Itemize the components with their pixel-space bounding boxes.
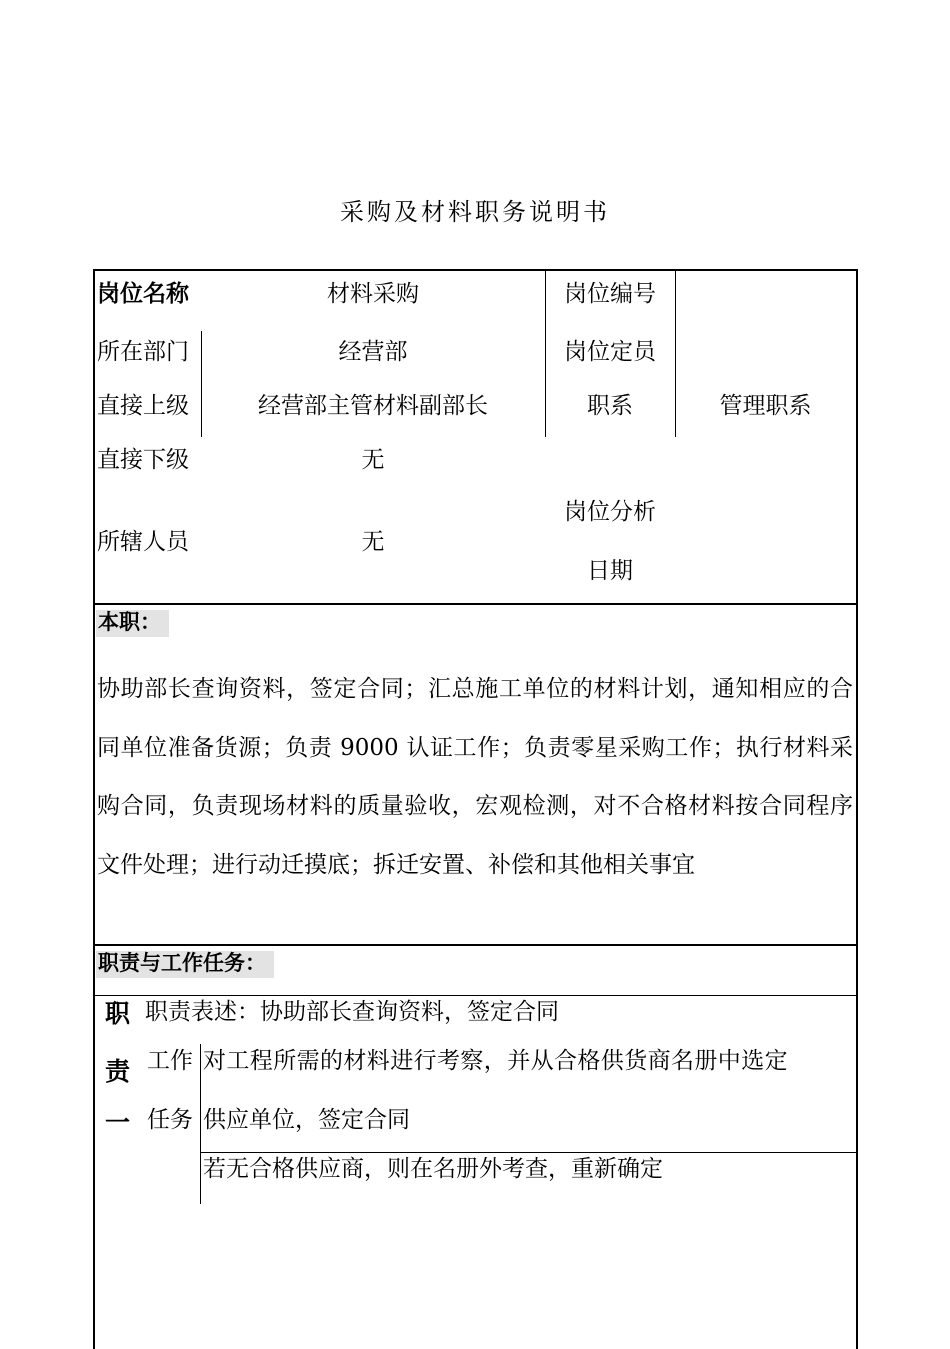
task-1-line-1: 对工程所需的材料进行考察，并从合格供货商名册中选定 — [203, 1048, 788, 1074]
analysis-date-label-2: 日期 — [587, 558, 633, 584]
department-value: 经营部 — [338, 339, 408, 365]
divider — [200, 1152, 857, 1153]
headcount-label: 岗位定员 — [564, 339, 656, 365]
duty-label-char-1: 职 — [105, 999, 131, 1028]
job-family-label: 职系 — [587, 393, 633, 419]
department-label: 所在部门 — [97, 339, 189, 365]
core-duty-heading: 本职： — [96, 610, 169, 637]
duty-label-char-2: 责 — [105, 1057, 131, 1086]
subordinate-value: 无 — [361, 447, 385, 473]
superior-value: 经营部主管材料副部长 — [258, 393, 488, 419]
page-title: 采购及材料职务说明书 — [340, 198, 610, 226]
divider — [93, 944, 858, 946]
duties-heading: 职责与工作任务： — [96, 951, 274, 978]
task-1-line-2: 供应单位，签定合同 — [203, 1107, 410, 1133]
divider — [93, 603, 858, 605]
job-family-value: 管理职系 — [719, 393, 812, 419]
divider — [200, 1044, 201, 1204]
position-name-value: 材料采购 — [327, 281, 419, 307]
position-name-label: 岗位名称 — [97, 281, 189, 307]
position-code-label: 岗位编号 — [564, 281, 656, 307]
staff-value: 无 — [361, 529, 385, 555]
task-label-2: 任务 — [147, 1107, 193, 1133]
subordinate-label: 直接下级 — [97, 447, 189, 473]
staff-label: 所辖人员 — [97, 529, 189, 555]
task-label: 工作 — [147, 1048, 193, 1074]
core-duty-text: 协助部长查询资料，签定合同；汇总施工单位的材料计划，通知相应的合同单位准备货源；负责 9000 认证工作；负责零星采购工作；执行材料采购合同，负责现场材料的质量验收，宏观检测，对不合格材料按合同程序文件处理；进行动迁摸底；拆迁安置、补偿和其他相关事宜 — [97, 676, 853, 878]
divider — [93, 995, 857, 996]
task-2: 若无合格供应商，则在名册外考查，重新确定 — [203, 1156, 663, 1182]
duty-description: 职责表述：协助部长查询资料，签定合同 — [145, 999, 559, 1025]
analysis-date-label: 岗位分析 — [564, 499, 656, 525]
duty-label-char-3: 一 — [105, 1108, 131, 1137]
superior-label: 直接上级 — [97, 393, 189, 419]
